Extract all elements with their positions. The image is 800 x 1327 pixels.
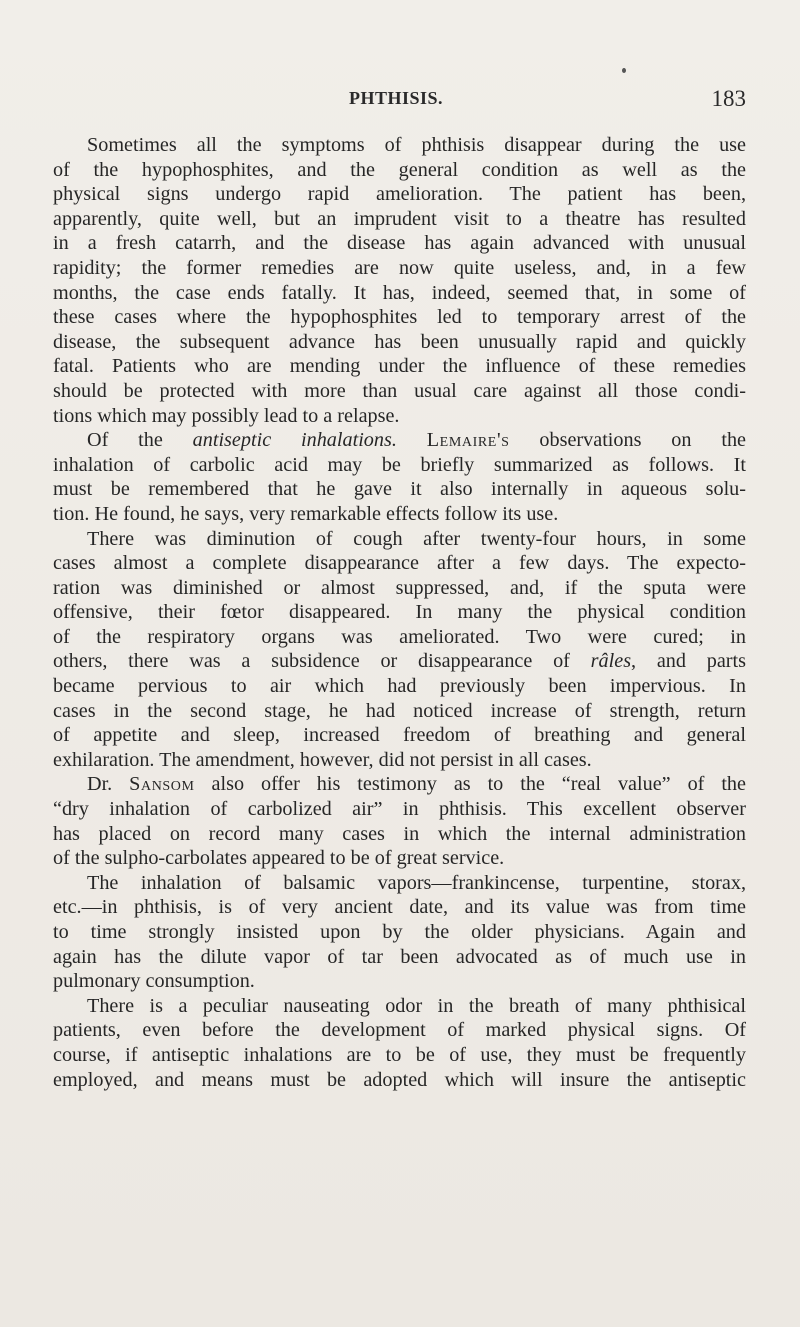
text-line: Sometimes all the symptoms of phthisis disappear during the use [87, 134, 746, 156]
text-line: There is a peculiar nauseating odor in the breath of many phthisical [87, 994, 746, 1017]
text-line: in a fresh catarrh, and the disease has again advanced with unusual [53, 232, 746, 255]
text-line: physical signs undergo rapid amelioration. The patient has been, [53, 183, 746, 206]
text-line [53, 428, 746, 453]
text-line: pulmonary consumption. [53, 970, 255, 993]
italic-term: râles [590, 650, 632, 673]
text-line: tion. He found, he says, very remarkable effects follow its use. [53, 502, 559, 525]
text-line: employed, and means must be adopted which will insure the antiseptic [53, 1068, 746, 1091]
text-line: has placed on record many cases in which the internal administration [53, 822, 746, 845]
text-line: again has the dilute vapor of tar been advocated as of much use in [53, 945, 746, 968]
text-line [53, 772, 746, 797]
author-name: Lemaire's [426, 429, 510, 452]
running-title: PHTHISIS. [349, 88, 444, 108]
text-line: of the hypophosphites, and the general condition as well as the [53, 158, 746, 181]
text-line: became pervious to air which had previously been impervious. In [53, 675, 746, 698]
text-line: cases almost a complete disappearance after a few days. The expecto- [53, 552, 746, 575]
text-line: disease, the subsequent advance has been unusually rapid and quickly [53, 330, 746, 353]
text-run: , and parts [631, 650, 746, 673]
text-line: fatal. Patients who are mending under the influence of these remedies [53, 355, 746, 378]
text-line: tions which may possibly lead to a relapse. [53, 404, 400, 427]
text-line: course, if antiseptic inhalations are to be of use, they must be frequently [53, 1043, 746, 1066]
text-run: Of the [87, 429, 193, 452]
text-line: of the sulpho-carbolates appeared to be of great service. [53, 847, 505, 870]
text-line: should be protected with more than usual care against all those condi- [53, 379, 746, 402]
text-run: observations on the [509, 429, 746, 452]
text-line: cases in the second stage, he had noticed increase of strength, return [53, 699, 746, 722]
page-number: 183 [711, 86, 746, 111]
text-line: ration was diminished or almost suppressed, and, if the sputa were [53, 576, 746, 599]
text-line: “dry inhalation of carbolized air” in phthisis. This excellent observer [53, 798, 746, 821]
text-run: Dr. [87, 773, 130, 796]
text-line: exhilaration. The amendment, however, did not persist in all cases. [53, 748, 592, 771]
text-line: must be remembered that he gave it also internally in aqueous solu- [53, 478, 746, 501]
running-header [53, 86, 746, 116]
text-line: apparently, quite well, but an imprudent visit to a theatre has resulted [53, 207, 746, 230]
text-line: of the respiratory organs was ameliorated. Two were cured; in [53, 625, 746, 648]
text-run: others, there was a subsidence or disappearance of [53, 650, 591, 673]
text-line: The inhalation of balsamic vapors—frankincense, turpentine, storax, [87, 871, 746, 894]
body-text [53, 133, 746, 1092]
text-line: etc.—in phthisis, is of very ancient date, and its value was from time [53, 896, 746, 919]
ink-speck [622, 68, 626, 73]
text-line [53, 649, 746, 674]
text-line: to time strongly insisted upon by the older physicians. Again and [53, 921, 746, 943]
text-line: offensive, their fœtor disappeared. In many the physical condition [53, 601, 746, 624]
text-line: these cases where the hypophosphites led to temporary arrest of the [53, 306, 746, 329]
text-line: patients, even before the development of marked physical signs. Of [53, 1019, 746, 1042]
text-line: of appetite and sleep, increased freedom of breathing and general [53, 724, 746, 747]
text-run [397, 429, 427, 451]
text-line: inhalation of carbolic acid may be briefly summarized as follows. It [53, 453, 746, 476]
text-line: There was diminution of cough after twenty-four hours, in some [87, 527, 746, 550]
italic-term: antiseptic inhalations. [192, 429, 397, 452]
text-line: rapidity; the former remedies are now quite useless, and, in a few [53, 256, 746, 279]
text-line: months, the case ends fatally. It has, indeed, seemed that, in some of [53, 281, 746, 304]
author-name: Sansom [129, 773, 195, 796]
text-run: also offer his testimony as to the “real value” of the [194, 773, 746, 796]
